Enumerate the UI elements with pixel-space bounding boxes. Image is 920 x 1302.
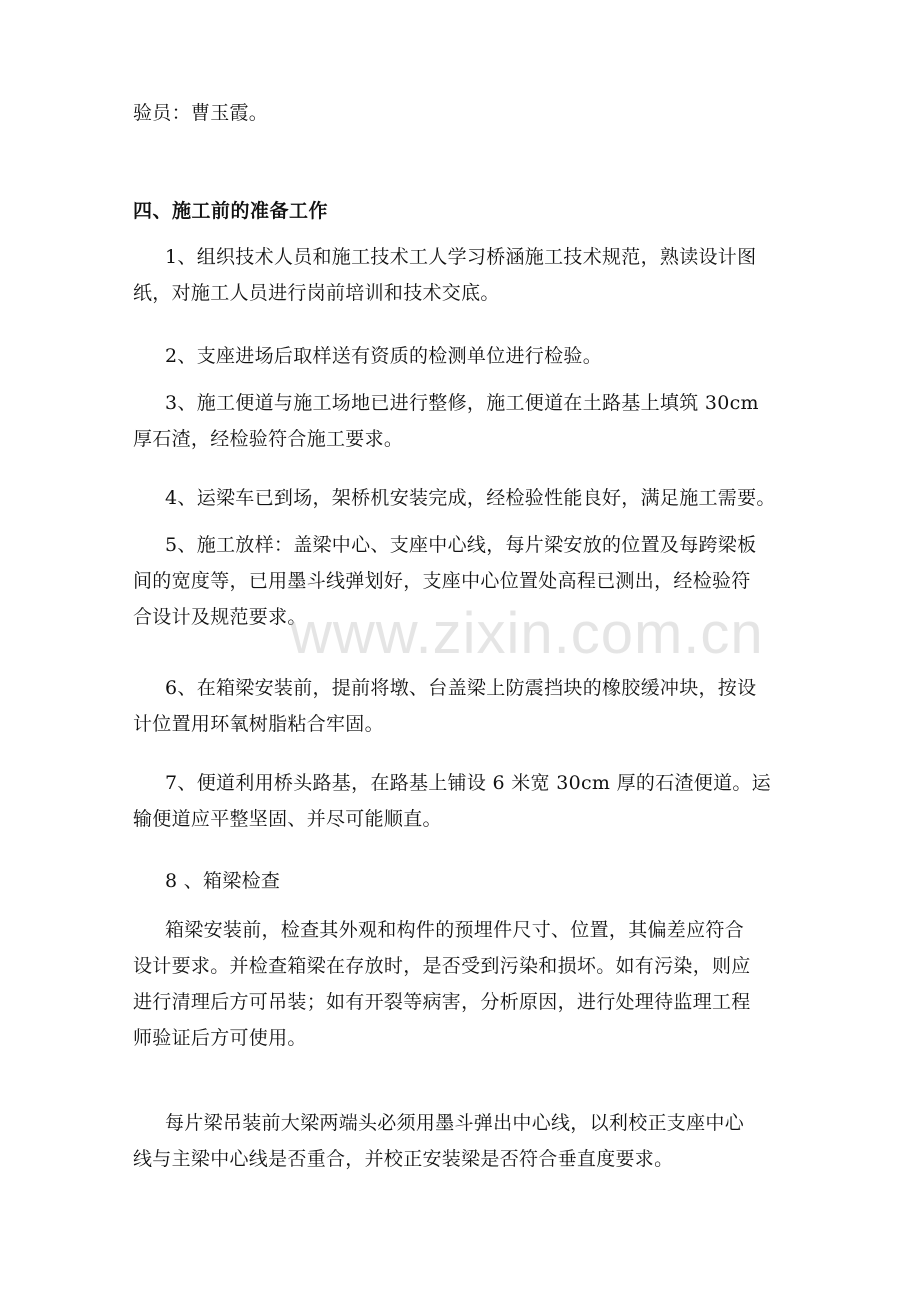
text-line: 厚石渣，经检验符合施工要求。 <box>133 428 404 450</box>
item-7-paragraph <box>133 765 815 837</box>
box-girder-inspection-paragraph <box>133 912 815 1056</box>
text-line: 4、运梁车已到场，架桥机安装完成，经检验性能良好，满足施工需要。 <box>165 487 776 509</box>
text-line: 纸，对施工人员进行岗前培训和技术交底。 <box>133 282 500 304</box>
text-line: 8 、箱梁检查 <box>165 870 281 892</box>
item-8-heading <box>133 863 815 899</box>
text-line: 验员：曹玉霞。 <box>133 102 269 124</box>
item-5-paragraph <box>133 527 815 635</box>
text-line: 1、组织技术人员和施工技术工人学习桥涵施工技术规范，熟读设计图 <box>165 246 757 268</box>
text-line: 2、支座进场后取样送有资质的检测单位进行检验。 <box>165 345 602 367</box>
text-line: 3、施工便道与施工场地已进行整修，施工便道在土路基上填筑 30cm <box>165 392 759 414</box>
text-line: 师验证后方可使用。 <box>133 1027 307 1049</box>
text-line: 7、便道利用桥头路基，在路基上铺设 6 米宽 30cm 厚的石渣便道。运 <box>165 772 771 794</box>
text-line: 输便道应平整坚固、并尽可能顺直。 <box>133 808 442 830</box>
section-heading: 四、施工前的准备工作 <box>133 200 329 222</box>
centerline-paragraph <box>133 1105 815 1177</box>
text-line: 间的宽度等，已用墨斗线弹划好，支座中心位置处高程已测出，经检验符 <box>133 570 751 592</box>
text-line: 6、在箱梁安装前，提前将墩、台盖梁上防震挡块的橡胶缓冲块，按设 <box>165 677 757 699</box>
item-1-paragraph <box>133 239 815 311</box>
text-line: 进行清理后方可吊装；如有开裂等病害，分析原因，进行处理待监理工程 <box>133 991 751 1013</box>
previous-text-tail <box>133 95 815 131</box>
site-watermark: www.zixin.com.cn <box>290 601 764 666</box>
item-6-paragraph <box>133 670 815 742</box>
item-2-paragraph <box>133 338 815 374</box>
text-line: 箱梁安装前，检查其外观和构件的预埋件尺寸、位置，其偏差应符合 <box>165 919 745 941</box>
text-line: 5、施工放样：盖梁中心、支座中心线，每片梁安放的位置及每跨梁板 <box>165 534 757 556</box>
item-3-paragraph <box>133 385 815 457</box>
text-line: 计位置用环氧树脂粘合牢固。 <box>133 713 384 735</box>
text-line: 设计要求。并检查箱梁在存放时，是否受到污染和损坏。如有污染，则应 <box>133 955 751 977</box>
text-line: 合设计及规范要求。 <box>133 606 307 628</box>
text-line: 每片梁吊装前大梁两端头必须用墨斗弹出中心线，以利校正支座中心 <box>165 1112 745 1134</box>
text-line: 线与主梁中心线是否重合，并校正安装梁是否符合垂直度要求。 <box>133 1148 674 1170</box>
item-4-paragraph <box>133 480 815 516</box>
